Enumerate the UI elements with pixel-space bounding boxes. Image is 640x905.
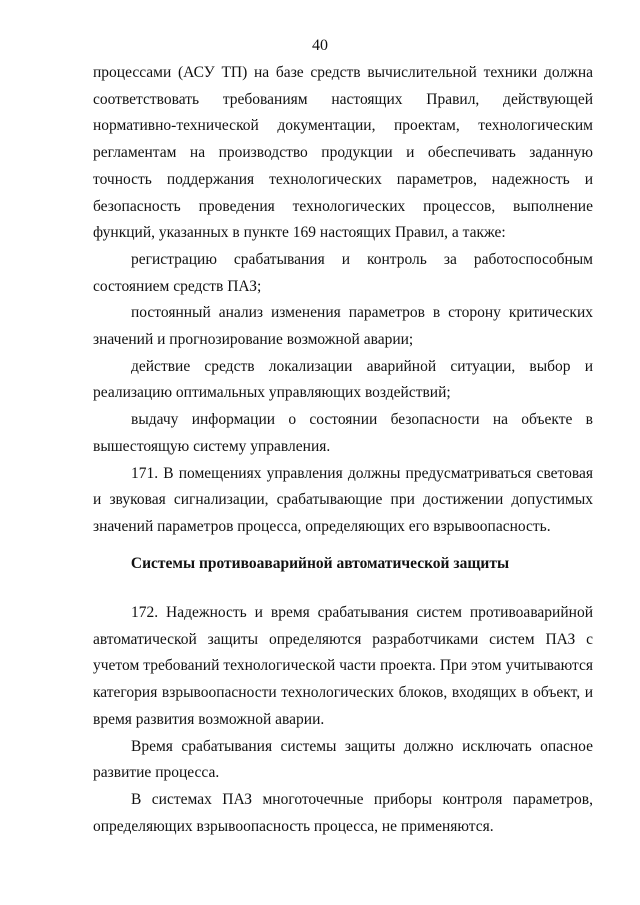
paragraph-response-time: Время срабатывания системы защиты должно исключать опасное развитие процесса. — [93, 737, 593, 782]
paragraph-multipoint-devices: В системах ПАЗ многоточечные приборы контроля параметров, определяющих взрывоопасность процесса, не применяются. — [93, 790, 593, 835]
list-item-information: выдачу информации о состоянии безопасности на объекте в вышестоящую систему управления. — [93, 411, 593, 455]
paragraph-172: 172. Надежность и время срабатывания систем противоаварийной автоматической защиты определяются разработчиками систем ПАЗ с учетом требований технологической части проекта. При этом учитываются категория взрывоопасности технологических блоков, входящих в объект, и время развития возможной аварии. — [93, 604, 593, 728]
section-heading: Системы противоаварийной автоматической защиты — [130, 555, 510, 572]
paragraph-continuation: процессами (АСУ ТП) на базе средств вычислительной техники должна соответствовать требованиям настоящих Правил, действующей нормативно-технической документации, проектам, технологическим регламентам на производство продукции и обеспечивать заданную точность поддержания технологических параметров, надежность и безопасность проведения технологических процессов, выполнение функций, указанных в пункте 169 настоящих Правил, а также: — [93, 64, 593, 242]
text-block-lower — [93, 600, 593, 840]
text-block-upper — [93, 60, 593, 541]
paragraph-171: 171. В помещениях управления должны предусматриваться световая и звуковая сигнализации, срабатывающие при достижении допустимых значений параметров процесса, определяющих его взрывоопасность. — [93, 464, 593, 535]
list-item-registration: регистрацию срабатывания и контроль за работоспособным состоянием средств ПАЗ; — [93, 250, 593, 295]
list-item-analysis: постоянный анализ изменения параметров в сторону критических значений и прогнозирование возможной аварии; — [93, 304, 593, 349]
page-number: 40 — [312, 37, 328, 54]
list-item-localization: действие средств локализации аварийной ситуации, выбор и реализацию оптимальных управляющих воздействий; — [93, 357, 593, 402]
